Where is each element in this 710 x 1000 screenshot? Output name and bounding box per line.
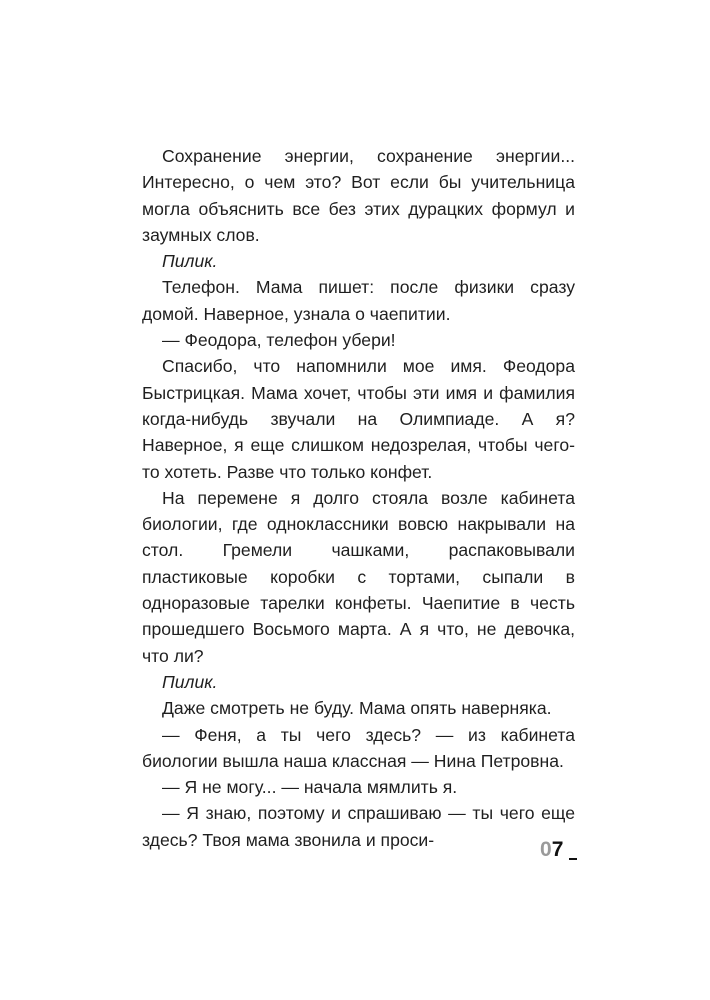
paragraph: — Феодора, телефон убери! [162,330,396,351]
paragraph: — Феня, а ты чего здесь? — из кабинета биологии вышла наша классная — Нина Петровна. [142,724,575,771]
paragraph-italic: Пилик. [162,671,218,692]
page-number-digit: 7 [551,838,564,861]
paragraph: — Я знаю, поэтому и спрашиваю — ты чего еще здесь? Твоя мама звонила и проси- [142,803,575,850]
body-text [142,143,575,853]
paragraph: Телефон. Мама пишет: после физики сразу домой. Наверное, узнала о чаепитии. [142,277,575,324]
page-number-leading-digit: 0 [540,838,552,861]
paragraph: На перемене я долго стояла возле кабинета биологии, где одноклассники вовсю накрывали на стол. Гремели чашками, распаковывали пластиковые коробки с тортами, сыпали в одноразовые тарелки конфеты. Чаепитие в честь прошедшего Восьмого марта. А я что, не девочка, что ли? [142,487,575,666]
paragraph: Спасибо, что напомнили мое имя. Феодора Быстрицкая. Мама хочет, чтобы эти имя и фамилия когда-нибудь звучали на Олимпиаде. А я? Наверное, я еще слишком недозрелая, чтобы чего-то хотеть. Разве что только конфет. [142,356,575,482]
paragraph-italic: Пилик. [162,251,218,272]
paragraph: Даже смотреть не буду. Мама опять наверняка. [162,698,552,719]
paragraph: — Я не могу... — начала мямлить я. [162,777,458,798]
page-number-underscore [569,858,577,860]
paragraph: Сохранение энергии, сохранение энергии... Интересно, о чем это? Вот если бы учительница могла объяснить все без этих дурацких формул и заумных слов. [142,146,575,245]
page-number [540,838,563,862]
